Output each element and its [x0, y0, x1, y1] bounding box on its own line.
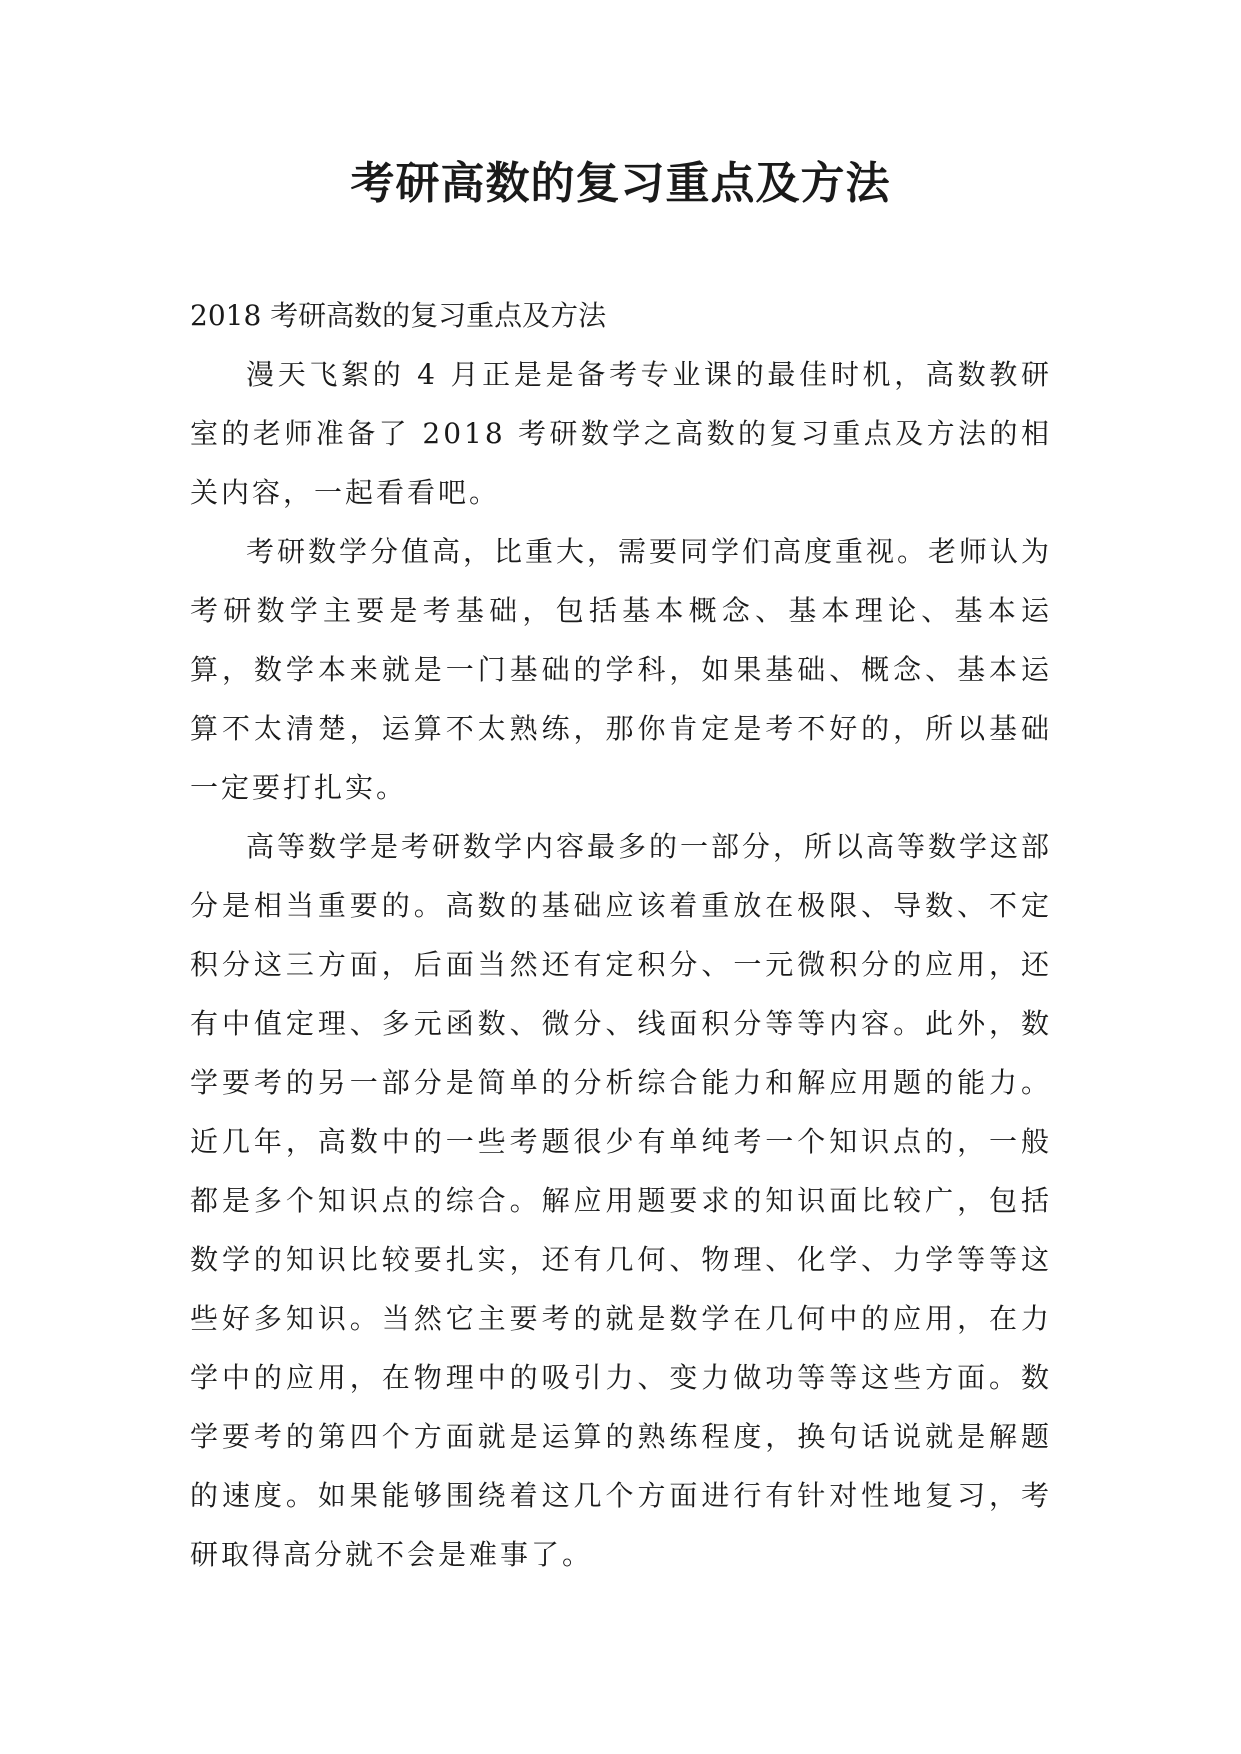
document-subtitle: 2018 考研高数的复习重点及方法 [190, 299, 607, 332]
paragraph-advanced-math: 高等数学是考研数学内容最多的一部分，所以高等数学这部分是相当重要的。高数的基础应该着重放在极限、导数、不定积分这三方面，后面当然还有定积分、一元微积分的应用，还有中值定理、多元函数、微分、线面积分等等内容。此外，数学要考的另一部分是简单的分析综合能力和解应用题的能力。近几年，高数中的一些考题很少有单纯考一个知识点的，一般都是多个知识点的综合。解应用题要求的知识面比较广，包括数学的知识比较要扎实，还有几何、物理、化学、力学等等这些好多知识。当然它主要考的就是数学在几何中的应用，在力学中的应用，在物理中的吸引力、变力做功等等这些方面。数学要考的第四个方面就是运算的熟练程度，换句话说就是解题的速度。如果能够围绕着这几个方面进行有针对性地复习，考研取得高分就不会是难事了。 [190, 830, 1053, 1571]
document-body [190, 286, 1052, 1584]
paragraph-intro: 漫天飞絮的 4 月正是是备考专业课的最佳时机，高数教研室的老师准备了 2018 考研数学之高数的复习重点及方法的相关内容，一起看看吧。 [190, 358, 1052, 509]
document-title: 考研高数的复习重点及方法 [350, 158, 891, 209]
paragraph-math-basics: 考研数学分值高，比重大，需要同学们高度重视。老师认为考研数学主要是考基础，包括基本概念、基本理论、基本运算，数学本来就是一门基础的学科，如果基础、概念、基本运算不太清楚，运算不太熟练，那你肯定是考不好的，所以基础一定要打扎实。 [190, 535, 1053, 804]
